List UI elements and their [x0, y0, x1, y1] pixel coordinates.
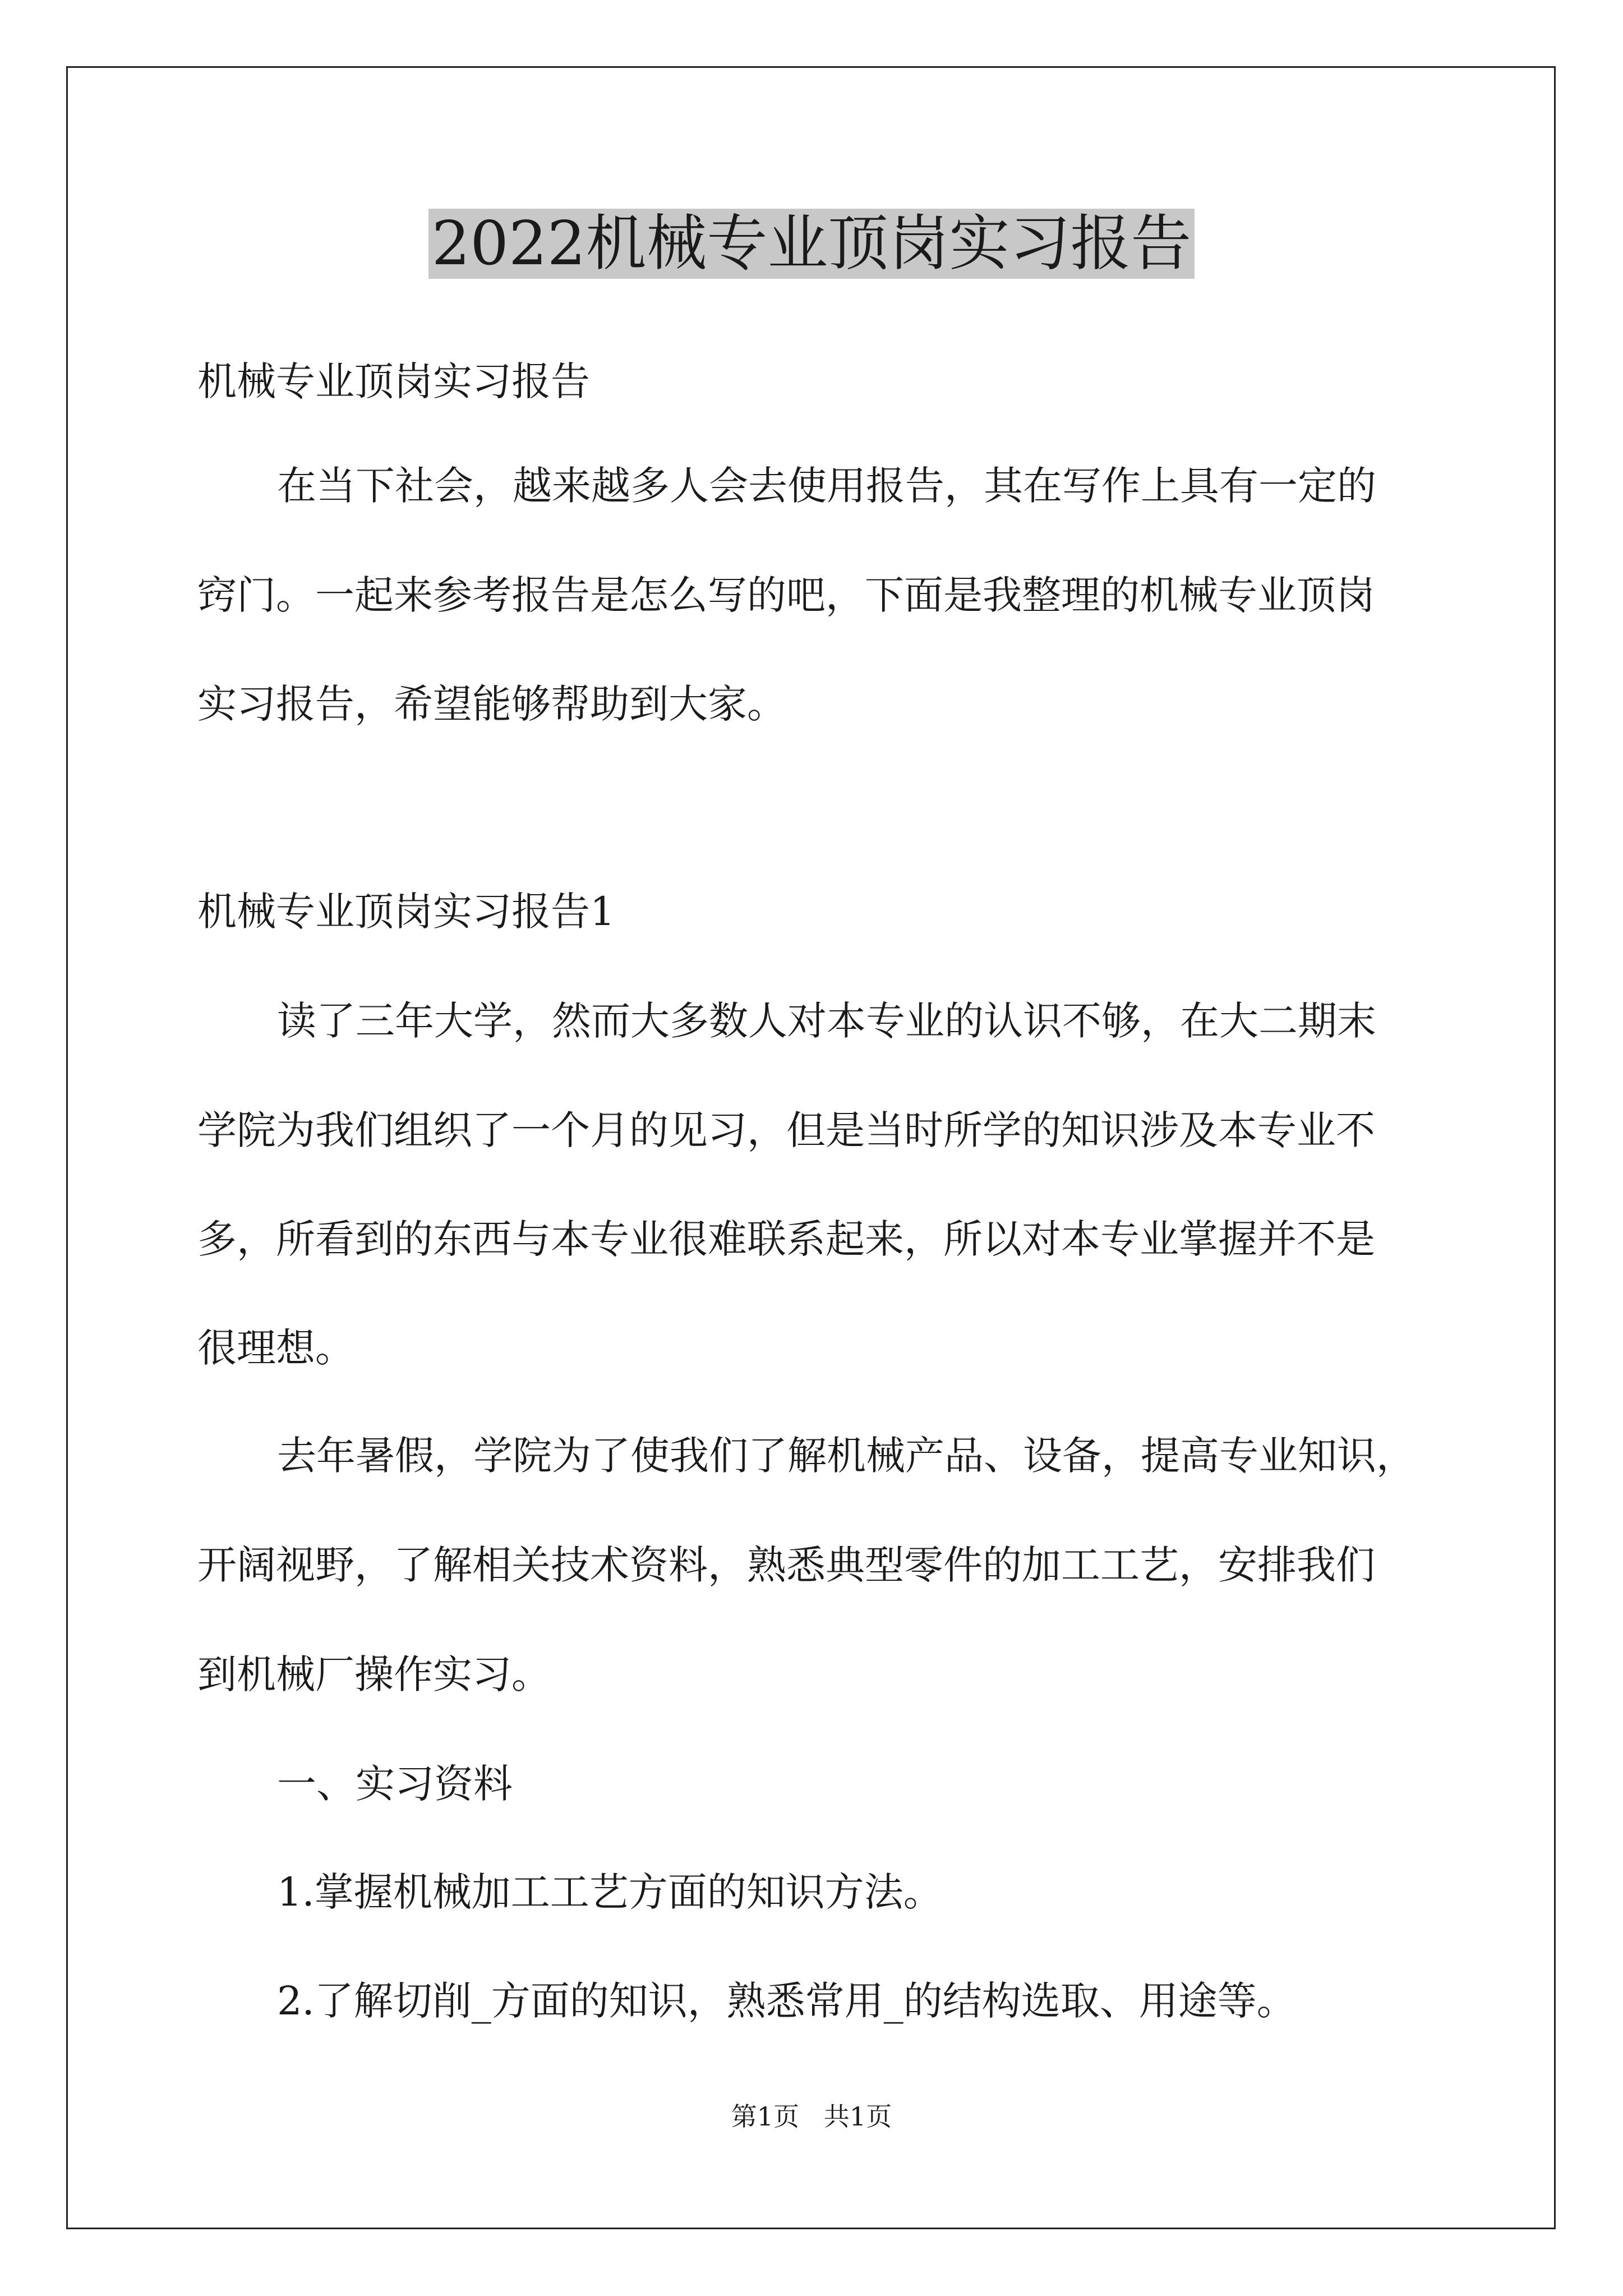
intro-line-2: 窍门。一起来参考报告是怎么写的吧，下面是我整理的机械专业顶岗: [197, 572, 1375, 618]
document-subtitle: 机械专业顶岗实习报告: [197, 358, 590, 404]
document-title-text: 2022机械专业顶岗实习报告: [428, 209, 1195, 279]
page-footer: 第1页 共1页: [731, 2101, 892, 2132]
list-item-1: 1.掌握机械加工工艺方面的知识方法。: [277, 1869, 943, 1915]
para1-line-4: 很理想。: [197, 1325, 354, 1371]
intro-line-3: 实习报告，希望能够帮助到大家。: [197, 681, 786, 727]
para2-line-1: 去年暑假，学院为了使我们了解机械产品、设备，提高专业知识，: [277, 1433, 1415, 1479]
para1-line-3: 多，所看到的东西与本专业很难联系起来，所以对本专业掌握并不是: [197, 1216, 1375, 1262]
para1-line-2: 学院为我们组织了一个月的见习，但是当时所学的知识涉及本专业不: [197, 1107, 1375, 1153]
document-title: [0, 208, 1623, 280]
list-item-2: 2.了解切削_方面的知识，熟悉常用_的结构选取、用途等。: [277, 1978, 1296, 2024]
para2-line-2: 开阔视野，了解相关技术资料，熟悉典型零件的加工工艺，安排我们: [197, 1542, 1375, 1588]
section-heading: 机械专业顶岗实习报告1: [197, 889, 615, 935]
list-heading: 一、实习资料: [277, 1761, 513, 1807]
intro-line-1: 在当下社会，越来越多人会去使用报告，其在写作上具有一定的: [277, 463, 1376, 509]
para1-line-1: 读了三年大学，然而大多数人对本专业的认识不够，在大二期末: [277, 998, 1376, 1044]
para2-line-3: 到机械厂操作实习。: [197, 1651, 551, 1697]
